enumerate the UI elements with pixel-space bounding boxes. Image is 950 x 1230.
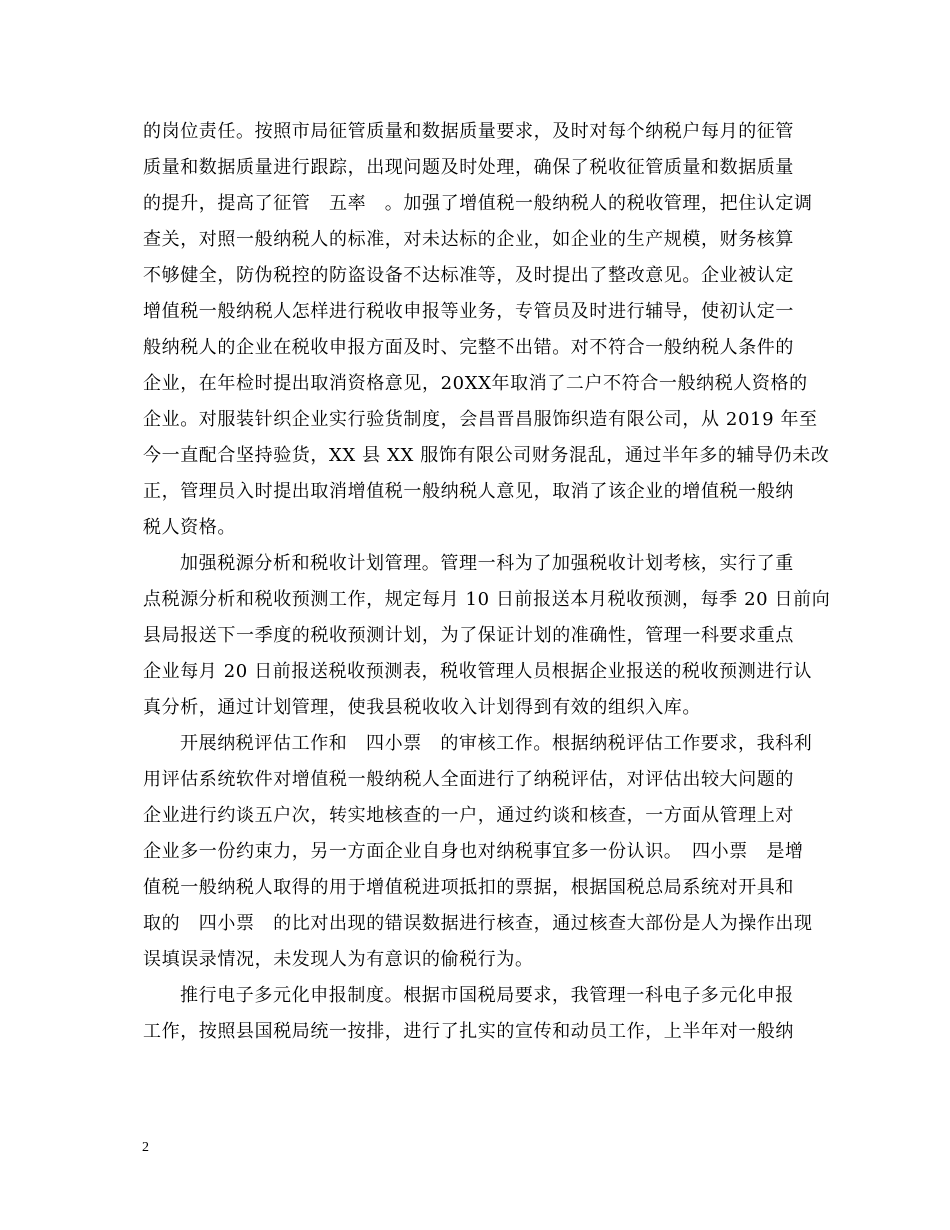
paragraph-first-line: 加强税源分析和税收计划管理。管理一科为了加强税收计划考核，实行了重 (180, 553, 794, 574)
text-line: 点税源分析和税收预测工作，规定每月 10 日前报送本月税收预测，每季 20 日前向 (143, 589, 831, 610)
text-line: 质量和数据质量进行跟踪，出现问题及时处理，确保了税收征管质量和数据质量 (143, 157, 794, 178)
text-line: 误填误录情况，未发现人为有意识的偷税行为。 (143, 949, 534, 970)
text-line: 真分析，通过计划管理，使我县税收收入计划得到有效的组织入库。 (143, 697, 701, 718)
text-line: 增值税一般纳税人怎样进行税收申报等业务，专管员及时进行辅导，使初认定一 (143, 301, 794, 322)
page-number: 2 (142, 1140, 149, 1155)
text-line: 的提升，提高了征管 五率 。加强了增值税一般纳税人的税收管理，把住认定调 (143, 193, 813, 214)
text-line: 值税一般纳税人取得的用于增值税进项抵扣的票据，根据国税总局系统对开具和 (143, 877, 794, 898)
text-line: 取的 四小票 的比对出现的错误数据进行核查，通过核查大部份是人为操作出现 (143, 913, 813, 934)
text-line: 企业多一份约束力，另一方面企业自身也对纳税事宜多一份认识。 四小票 是增 (143, 841, 804, 862)
paragraph-first-line: 开展纳税评估工作和 四小票 的审核工作。根据纳税评估工作要求，我科利 (180, 733, 813, 754)
text-line: 正，管理员入时提出取消增值税一般纳税人意见，取消了该企业的增值税一般纳 (143, 481, 794, 502)
text-line: 的岗位责任。按照市局征管质量和数据质量要求，及时对每个纳税户每月的征管 (143, 121, 794, 142)
text-line: 企业进行约谈五户次，转实地核查的一户，通过约谈和核查，一方面从管理上对 (143, 805, 794, 826)
text-line: 今一直配合坚持验货，XX 县 XX 服饰有限公司财务混乱，通过半年多的辅导仍未改 (143, 445, 830, 466)
text-line: 县局报送下一季度的税收预测计划，为了保证计划的准确性，管理一科要求重点 (143, 625, 794, 646)
text-line: 查关，对照一般纳税人的标准，对未达标的企业，如企业的生产规模，财务核算 (143, 229, 794, 250)
text-line: 企业。对服装针织企业实行验货制度，会昌晋昌服饰织造有限公司，从 2019 年至 (143, 409, 818, 430)
paragraph-first-line: 推行电子多元化申报制度。根据市国税局要求，我管理一科电子多元化申报 (180, 985, 794, 1006)
text-line: 企业，在年检时提出取消资格意见，20XX年取消了二户不符合一般纳税人资格的 (143, 373, 808, 394)
text-line: 税人资格。 (143, 517, 236, 538)
text-line: 工作，按照县国税局统一按排，进行了扎实的宣传和动员工作，上半年对一般纳 (143, 1021, 794, 1042)
text-line: 用评估系统软件对增值税一般纳税人全面进行了纳税评估，对评估出较大问题的 (143, 769, 794, 790)
text-line: 不够健全，防伪税控的防盗设备不达标准等，及时提出了整改意见。企业被认定 (143, 265, 794, 286)
text-line: 企业每月 20 日前报送税收预测表，税收管理人员根据企业报送的税收预测进行认 (143, 661, 813, 682)
text-line: 般纳税人的企业在税收申报方面及时、完整不出错。对不符合一般纳税人条件的 (143, 337, 794, 358)
